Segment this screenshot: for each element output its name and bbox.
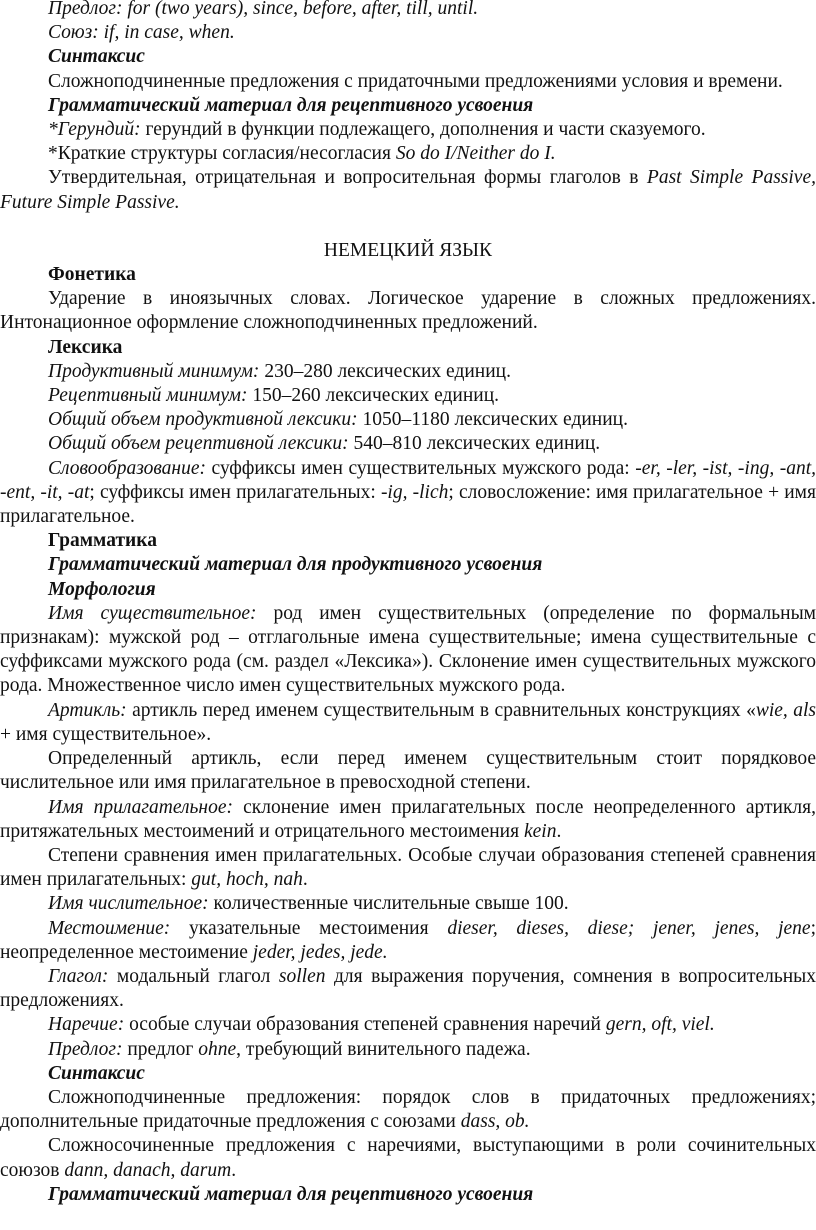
de-total-productive-label: Общий объем продуктивной лексики: [48,409,358,431]
de-pronoun [0,917,816,965]
en-conjunctions-label: Союз: [48,22,99,44]
de-syntax-heading: Синтаксис [48,1062,145,1084]
de-pronoun-t1: указательные местоимения [189,917,429,939]
de-complex-sentences [0,1086,816,1134]
de-adjective-label: Имя прилагательное: [48,796,233,818]
en-gerund [0,118,816,142]
de-adjective: Имя прилагательное: склонение имен прилагательных после неопределенного артикля, притяжательных местоимений и отрицательного местоимения kein. [0,796,816,842]
de-adjective-value: kein [523,820,557,842]
de-article-i1: wie, als [755,699,816,721]
de-total-productive-value: 1050–1180 лексических единиц. [362,409,628,431]
de-phonetics-heading: Фонетика [48,264,136,286]
de-word-formation-label: Словообразование: [48,457,207,479]
de-verb-t1: модальный глагол [116,965,271,987]
de-productive-heading: Грамматический материал для продуктивного усвоения [48,554,543,576]
de-preposition-t2: , требующий винительного падежа. [236,1038,531,1060]
en-passive-text: Утвердительная, отрицательная и вопросительная формы глаголов в [48,167,639,189]
de-word-formation-t1: суффиксы имен существительных мужского рода: [211,457,630,479]
de-adverb-text: особые случаи образования степеней сравнения наречий [129,1014,601,1036]
de-article-t1: артикль перед именем существительным в сравнительных конструкциях « [132,699,756,721]
en-conjunctions-value: if, in case, when. [103,22,235,44]
de-total-receptive [0,432,816,456]
de-productive-minimum-value: 230–280 лексических единиц. [264,360,511,382]
de-morphology-heading: Морфология [48,578,156,600]
de-pronoun-i1: dieser, dieses, diese; jener, jenes, jene [447,917,811,939]
de-numeral [0,892,816,916]
en-short-structures [0,142,816,166]
en-prepositions-value: for (two years), since, before, after, till, until. [127,0,479,19]
de-preposition-t1: предлог [127,1038,194,1060]
section-gap [0,215,816,239]
en-short-structures-text: *Краткие структуры согласия/несогласия [48,143,391,165]
de-word-formation-t3: ; словосложение: имя прилагательное + имя прилагательное. [0,481,816,528]
de-pronoun-i2: jeder, jedes, jede. [252,941,388,963]
de-preposition-i1: ohne [198,1038,237,1060]
de-receptive-heading: Грамматический материал для рецептивного усвоения [48,1183,534,1205]
de-receptive-minimum [0,384,816,408]
en-gerund-text: герундий в функции подлежащего, дополнения и части сказуемого. [145,119,706,141]
de-article-t2: + имя существительное». [0,723,212,745]
de-pronoun-t2: ; неопределенное местоимение [0,917,816,963]
de-noun [0,602,816,699]
en-prepositions-label: Предлог: [48,0,123,19]
de-verb [0,965,816,1013]
de-definite-article: Определенный артикль, если перед именем существительным стоит порядковое числительное или имя прилагательное в превосходной степени. [0,748,816,794]
de-verb-i1: sollen [278,965,326,987]
german-title: НЕМЕЦКИЙ ЯЗЫК [323,239,493,261]
de-complex-value: dass, ob. [460,1111,530,1133]
de-compound-sentences: Сложносочиненные предложения с наречиями, выступающими в роли сочинительных союзов dann, danach, darum. [0,1135,816,1181]
de-grammar-heading: Грамматика [48,530,157,552]
de-adverb-label: Наречие: [48,1014,125,1036]
de-compound-value: dann, danach, darum [64,1159,232,1181]
en-passive-value: Past Simple Passive, Future Simple Passive. [0,167,816,213]
en-gerund-label: *Герундий: [48,119,141,141]
en-syntax-text: Сложноподчиненные предложения с придаточными предложениями условия и времени. [48,70,783,92]
de-preposition-label: Предлог: [48,1038,123,1060]
de-verb-label: Глагол: [48,965,109,987]
de-comparison-value: gut, hoch, nah [191,869,303,891]
en-short-structures-value: So do I/Neither do I. [395,143,556,165]
de-receptive-minimum-label: Рецептивный минимум: [48,385,248,407]
de-pronoun-label: Местоимение: [48,917,171,939]
en-syntax-heading: Синтаксис [48,46,145,68]
de-word-formation-i1: -er, -ler, -ist, -ing, -ant, -ent, -it, -at [0,457,816,503]
de-comparison: Степени сравнения имен прилагательных. Особые случаи образования степеней сравнения имен прилагательных: gut, hoch, nah. [0,844,816,891]
de-word-formation-i2: -ig, -lich [380,481,449,503]
de-noun-label: Имя существительное: [48,602,257,624]
en-receptive-heading: Грамматический материал для рецептивного усвоения [48,94,534,116]
de-total-receptive-label: Общий объем рецептивной лексики: [48,433,349,455]
de-word-formation [0,457,816,530]
de-phonetics-text: Ударение в иноязычных словах. Логическое ударение в сложных предложениях. Интонационное оформление сложноподчиненных предложений. [0,288,816,334]
de-adverb-value: gern, oft, viel. [605,1014,715,1036]
en-passive [0,166,816,214]
de-adverb [0,1013,816,1037]
en-prepositions [0,0,816,21]
de-receptive-minimum-value: 150–260 лексических единиц. [252,385,500,407]
de-numeral-label: Имя числительное: [48,893,209,915]
de-total-receptive-value: 540–810 лексических единиц. [353,433,601,455]
de-adjective-text: склонение имен прилагательных после неопределенного артикля, притяжательных местоимений и отрицательного местоимения [0,796,816,842]
de-comparison-text: Степени сравнения имен прилагательных. Особые случаи образования степеней сравнения имен прилагательных: [0,844,816,891]
de-total-productive [0,408,816,432]
de-lexis-heading: Лексика [48,336,123,358]
de-productive-minimum-label: Продуктивный минимум: [48,360,260,382]
de-noun-text: род имен существительных (определение по формальным признакам): мужской род – отглагольные имена существительные; имена существительные с суффиксами мужского рода (см. раздел «Лексика»). Склонение имен существительных мужского рода. Множественное число имен существительных мужского рода. [0,602,816,697]
de-complex-text: Сложноподчиненные предложения: порядок слов в придаточных предложениях; дополнительные придаточные предложения с союзами [0,1086,816,1133]
de-article-label: Артикль: [48,699,127,721]
de-word-formation-t2: ; суффиксы имен прилагательных: [89,481,376,503]
de-compound-text: Сложносочиненные предложения с наречиями, выступающими в роли сочинительных союзов [0,1135,816,1181]
de-article [0,699,816,747]
de-numeral-text: количественные числительные свыше 100. [213,893,569,915]
de-productive-minimum [0,360,816,384]
en-conjunctions [0,21,816,45]
de-preposition [0,1038,816,1062]
de-verb-t2: для выражения поручения, сомнения в вопросительных предложениях. [0,965,816,1012]
